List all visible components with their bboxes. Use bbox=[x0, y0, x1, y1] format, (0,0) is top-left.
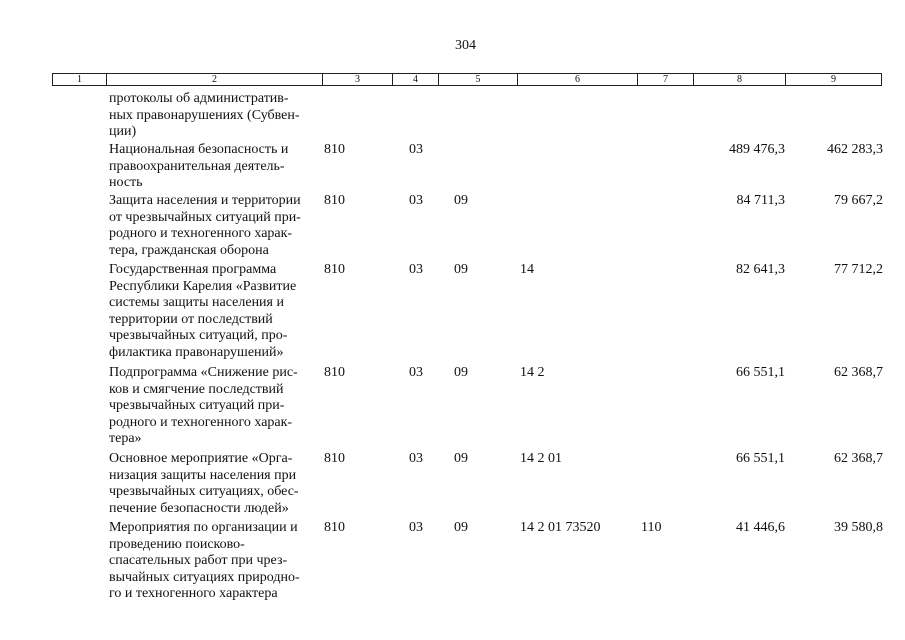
column-header-5: 5 bbox=[438, 73, 518, 86]
row-description bbox=[109, 262, 324, 361]
cell-col8: 66 551,1 bbox=[736, 451, 785, 466]
row-description bbox=[109, 91, 324, 141]
cell-col3: 810 bbox=[324, 451, 345, 466]
cell-col5: 09 bbox=[454, 262, 468, 277]
cell-col6: 14 2 01 bbox=[520, 451, 562, 466]
description-line: родного и техногенного харак- bbox=[109, 414, 293, 430]
description-line: родного и техногенного харак- bbox=[109, 226, 293, 241]
description-line: чрезвычайных ситуациях, обес- bbox=[109, 484, 299, 499]
description-line: го и техногенного характера bbox=[109, 586, 278, 601]
cell-col4: 03 bbox=[409, 262, 423, 277]
row-description bbox=[109, 193, 324, 259]
cell-col6: 14 bbox=[520, 262, 534, 277]
description-line: протоколы об административ- bbox=[109, 91, 289, 106]
cell-col4: 03 bbox=[409, 142, 423, 157]
cell-col4: 03 bbox=[409, 451, 423, 466]
column-header-3: 3 bbox=[322, 73, 393, 86]
cell-col9: 77 712,2 bbox=[834, 262, 883, 277]
column-header-9: 9 bbox=[785, 73, 882, 86]
row-description bbox=[109, 520, 324, 603]
column-header-4: 4 bbox=[392, 73, 439, 86]
cell-col6: 14 2 01 73520 bbox=[520, 520, 601, 535]
cell-col5: 09 bbox=[454, 193, 468, 208]
description-line: ных правонарушениях (Субвен- bbox=[109, 107, 300, 123]
description-line: Защита населения и территории bbox=[109, 193, 301, 208]
cell-col7: 110 bbox=[641, 520, 662, 535]
cell-col8: 66 551,1 bbox=[736, 365, 785, 380]
description-line: Подпрограмма «Снижение рис- bbox=[109, 365, 298, 380]
description-line: Национальная безопасность и bbox=[109, 142, 289, 157]
column-header-8: 8 bbox=[693, 73, 786, 86]
cell-col3: 810 bbox=[324, 142, 345, 157]
row-description bbox=[109, 365, 324, 448]
row-description bbox=[109, 451, 324, 517]
description-line: спасательных работ при чрез- bbox=[109, 553, 288, 568]
description-line: правоохранительная деятель- bbox=[109, 158, 285, 174]
description-line: филактика правонарушений» bbox=[109, 344, 284, 360]
description-line: от чрезвычайных ситуаций при- bbox=[109, 209, 301, 225]
cell-col5: 09 bbox=[454, 365, 468, 380]
column-header-1: 1 bbox=[52, 73, 107, 86]
cell-col8: 41 446,6 bbox=[736, 520, 785, 535]
cell-col9: 62 368,7 bbox=[834, 365, 883, 380]
description-line: тера, гражданская оборона bbox=[109, 242, 269, 258]
cell-col6: 14 2 bbox=[520, 365, 545, 380]
description-line: ков и смягчение последствий bbox=[109, 381, 284, 397]
column-header-6: 6 bbox=[517, 73, 638, 86]
cell-col4: 03 bbox=[409, 193, 423, 208]
description-line: вычайных ситуациях природно- bbox=[109, 569, 300, 585]
description-line: Республики Карелия «Развитие bbox=[109, 278, 297, 294]
description-line: ность bbox=[109, 175, 143, 190]
description-line: Государственная программа bbox=[109, 262, 277, 277]
column-header-7: 7 bbox=[637, 73, 694, 86]
cell-col9: 79 667,2 bbox=[834, 193, 883, 208]
description-line: проведению поисково- bbox=[109, 536, 245, 552]
description-line: чрезвычайных ситуаций при- bbox=[109, 398, 285, 413]
description-line: ции) bbox=[109, 124, 137, 139]
description-line: Мероприятия по организации и bbox=[109, 520, 298, 535]
description-line: чрезвычайных ситуаций, про- bbox=[109, 328, 288, 343]
description-line: территории от последствий bbox=[109, 311, 273, 327]
cell-col3: 810 bbox=[324, 262, 345, 277]
cell-col3: 810 bbox=[324, 365, 345, 380]
cell-col4: 03 bbox=[409, 365, 423, 380]
cell-col9: 62 368,7 bbox=[834, 451, 883, 466]
description-line: системы защиты населения и bbox=[109, 295, 284, 310]
cell-col4: 03 bbox=[409, 520, 423, 535]
description-line: Основное мероприятие «Орга- bbox=[109, 451, 293, 466]
cell-col3: 810 bbox=[324, 193, 345, 208]
cell-col8: 489 476,3 bbox=[729, 142, 785, 157]
cell-col5: 09 bbox=[454, 451, 468, 466]
cell-col5: 09 bbox=[454, 520, 468, 535]
cell-col9: 462 283,3 bbox=[827, 142, 883, 157]
cell-col8: 82 641,3 bbox=[736, 262, 785, 277]
cell-col8: 84 711,3 bbox=[736, 193, 785, 208]
row-description bbox=[109, 142, 324, 192]
page-number: 304 bbox=[455, 38, 476, 53]
cell-col9: 39 580,8 bbox=[834, 520, 883, 535]
cell-col3: 810 bbox=[324, 520, 345, 535]
column-header-2: 2 bbox=[106, 73, 323, 86]
description-line: тера» bbox=[109, 431, 142, 446]
table-header-row bbox=[52, 73, 882, 86]
description-line: печение безопасности людей» bbox=[109, 500, 289, 516]
description-line: низация защиты населения при bbox=[109, 467, 297, 483]
